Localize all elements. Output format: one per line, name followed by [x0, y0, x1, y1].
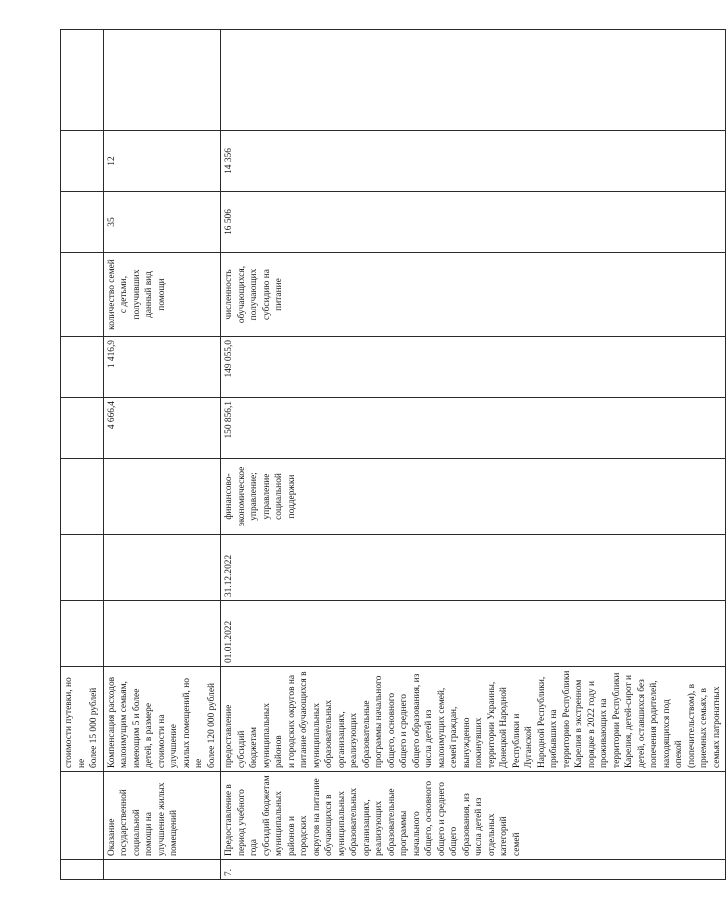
- table-row: [221, 30, 726, 880]
- row-number: [61, 860, 104, 880]
- amount-budget: 149 055,0: [221, 337, 726, 398]
- indicator: численность обучающихся, получающих субсидию на питание: [221, 253, 726, 337]
- measure-description: предоставление субсидий бюджетам муниципальных районов и городских округов на питание обучающихся в муниципальных образовательных организациях, реализующих образовательные программы начального общего, основного общего и среднего общего образования, из числа детей из малоимущих семей, семей граждан, вынужденно покинувших территории Украины, Донецкой Народной Республики и Луганской Народной Республики, прибывших на территорию Республики Карелия в экстренном порядке в 2022 году и проживающих на территории Республики Карелия, детей-сирот и детей, оставшихся без попечения родителей, находящихся под опекой (попечительством), в приемных семьях, в семьях патронатных: [221, 667, 726, 772]
- indicator-value-a: 16 506: [221, 192, 726, 253]
- amount-budget: 1 416,9: [103, 337, 221, 398]
- executor: [61, 459, 104, 535]
- indicator: [61, 253, 104, 337]
- indicator-value-b: [61, 131, 104, 192]
- start-date: [61, 601, 104, 667]
- end-date: 31.12.2022: [221, 535, 726, 601]
- indicator-value-a: [61, 192, 104, 253]
- end-date: [61, 535, 104, 601]
- amount-total: 4 666,4: [103, 398, 221, 459]
- start-date: 01.01.2022: [221, 601, 726, 667]
- indicator-value-b: 12: [103, 131, 221, 192]
- amount-budget: [61, 337, 104, 398]
- indicator: количество семей с детьми, получивших данный вид помощи: [103, 253, 221, 337]
- table-row: [103, 30, 221, 880]
- table-row: [61, 30, 104, 880]
- indicator-value-a: 35: [103, 192, 221, 253]
- measure-description: стоимости путевки, но не более 15 000 рублей: [61, 667, 104, 772]
- empty-cell: [103, 30, 221, 131]
- measure-name: [61, 772, 104, 860]
- executor: финансово- экономическое управление; управление социальной поддержки: [221, 459, 726, 535]
- executor: [103, 459, 221, 535]
- measure-name: Предоставление в период учебного года субсидий бюджетам муниципальных районов и городских округов на питание обучающихся в муниципальных образовательных организациях, реализующих образовательные программы начального общего, основного общего и среднего общего образования, из числа детей из отдельных категорий семей: [221, 772, 726, 860]
- measure-name: Оказание государственной социальной помощи на улучшение жилых помещений: [103, 772, 221, 860]
- indicator-value-b: 14 356: [221, 131, 726, 192]
- amount-total: 150 856,1: [221, 398, 726, 459]
- empty-cell: [61, 30, 104, 131]
- amount-total: [61, 398, 104, 459]
- start-date: [103, 601, 221, 667]
- measure-description: Компенсация расходов малоимущим семьям, имеющим 5 и более детей, в размере стоимости на улучшение жилых помещений, но не более 120 000 рублей: [103, 667, 221, 772]
- empty-cell: [221, 30, 726, 131]
- end-date: [103, 535, 221, 601]
- row-number: [103, 860, 221, 880]
- program-measures-table: [60, 29, 726, 880]
- row-number: 7.: [221, 860, 726, 880]
- rotated-page-content: [60, 130, 722, 880]
